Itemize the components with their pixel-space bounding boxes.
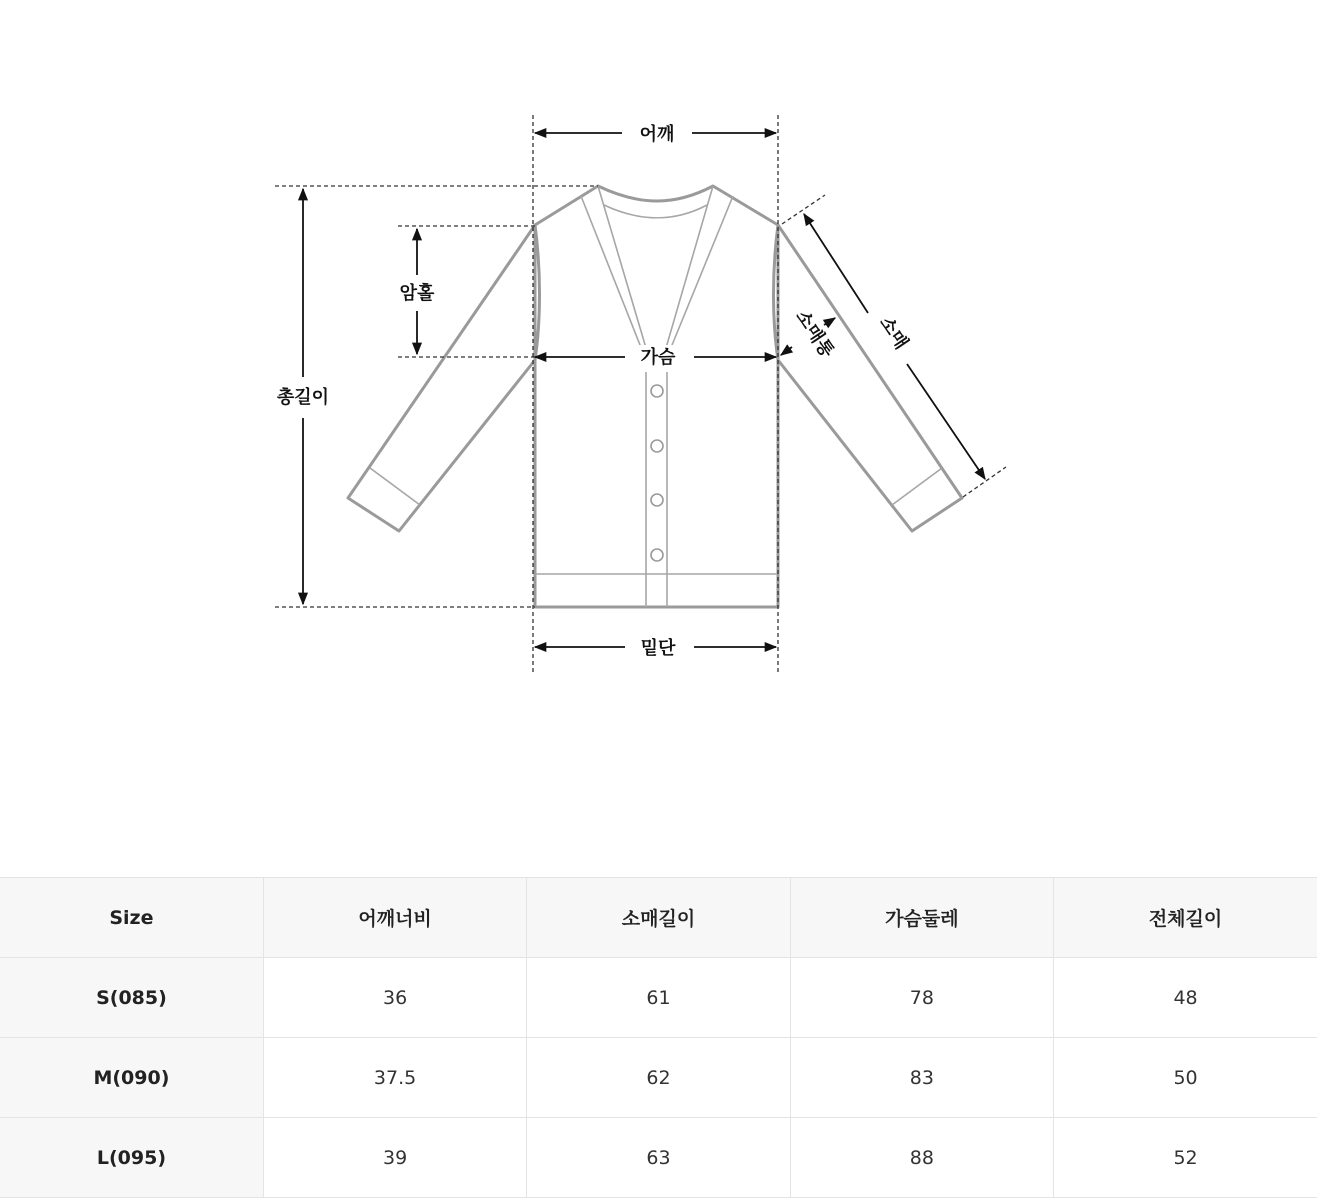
button	[651, 385, 663, 397]
cell-shoulder-width: 36	[263, 958, 526, 1038]
header-shoulder-width: 어깨너비	[263, 878, 526, 958]
label-shoulder: 어깨	[639, 124, 675, 145]
left-sleeve	[348, 225, 535, 531]
button	[651, 549, 663, 561]
label-total-length: 총길이	[276, 387, 330, 408]
right-sleeve	[778, 225, 962, 531]
label-hem: 밑단	[640, 638, 676, 659]
header-total-length: 전체길이	[1054, 878, 1317, 958]
button	[651, 440, 663, 452]
cell-chest: 83	[790, 1038, 1053, 1118]
cell-total-length: 48	[1054, 958, 1317, 1038]
cell-shoulder-width: 37.5	[263, 1038, 526, 1118]
header-size: Size	[0, 878, 263, 958]
row-size: S(085)	[0, 958, 263, 1038]
cell-sleeve-length: 63	[527, 1118, 790, 1198]
header-sleeve-length: 소매길이	[527, 878, 790, 958]
table-row	[0, 1038, 1317, 1118]
label-sleeve: 소매	[875, 312, 912, 354]
button	[651, 494, 663, 506]
cell-total-length: 52	[1054, 1118, 1317, 1198]
cell-shoulder-width: 39	[263, 1118, 526, 1198]
label-armhole: 암홀	[399, 283, 435, 304]
table-header-row	[0, 878, 1317, 958]
cell-chest: 88	[790, 1118, 1053, 1198]
label-chest: 가슴	[640, 347, 676, 368]
table-row	[0, 1118, 1317, 1198]
table-row	[0, 958, 1317, 1038]
header-chest: 가슴둘레	[790, 878, 1053, 958]
row-size: L(095)	[0, 1118, 263, 1198]
cell-chest: 78	[790, 958, 1053, 1038]
row-size: M(090)	[0, 1038, 263, 1118]
size-chart-table	[0, 877, 1317, 1198]
cell-sleeve-length: 62	[527, 1038, 790, 1118]
cardigan-illustration	[348, 186, 962, 607]
cell-total-length: 50	[1054, 1038, 1317, 1118]
label-sleeve-width: 소매통	[791, 306, 838, 362]
cell-sleeve-length: 61	[527, 958, 790, 1038]
